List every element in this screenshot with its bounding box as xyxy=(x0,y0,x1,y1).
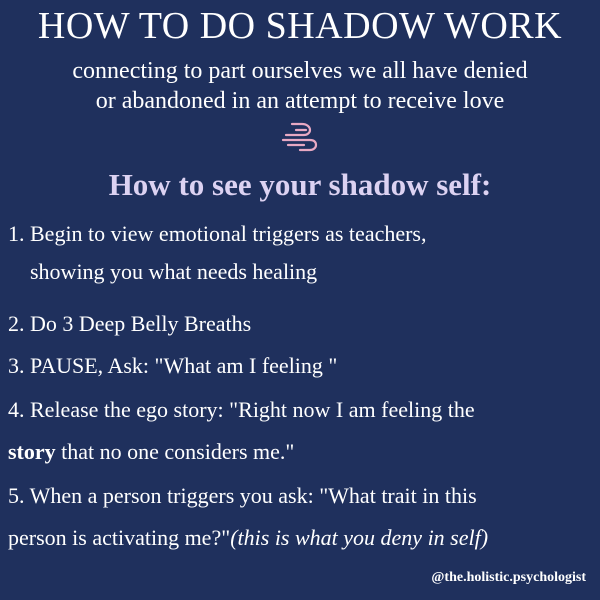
step-1-line-2: showing you what needs healing xyxy=(30,259,318,284)
page-title: HOW TO DO SHADOW WORK xyxy=(37,5,563,47)
wind-icon xyxy=(280,120,320,154)
step-2: 2. Do 3 Deep Belly Breaths xyxy=(8,311,252,336)
author-handle: @the.holistic.psychologist xyxy=(431,570,586,585)
step-5-line-2-text: person is activating me?" xyxy=(8,525,231,550)
step-1-line-1: 1. Begin to view emotional triggers as teachers, xyxy=(8,221,427,246)
step-5-line-2 xyxy=(8,524,488,552)
section-heading: How to see your shadow self: xyxy=(108,167,492,202)
step-4-line-2 xyxy=(8,438,294,466)
subtitle-line-1: connecting to part ourselves we all have denied xyxy=(72,58,528,84)
step-5-italic-note: (this is what you deny in self) xyxy=(230,525,489,550)
step-3: 3. PAUSE, Ask: "What am I feeling " xyxy=(8,353,338,378)
subtitle-line-2: or abandoned in an attempt to receive love xyxy=(95,88,505,114)
step-4-bold-word: story xyxy=(8,439,56,464)
step-4-line-1: 4. Release the ego story: "Right now I am feeling the xyxy=(8,397,475,422)
step-4-line-2-rest: that no one considers me." xyxy=(55,439,295,464)
step-5-line-1: 5. When a person triggers you ask: "What trait in this xyxy=(8,483,477,508)
